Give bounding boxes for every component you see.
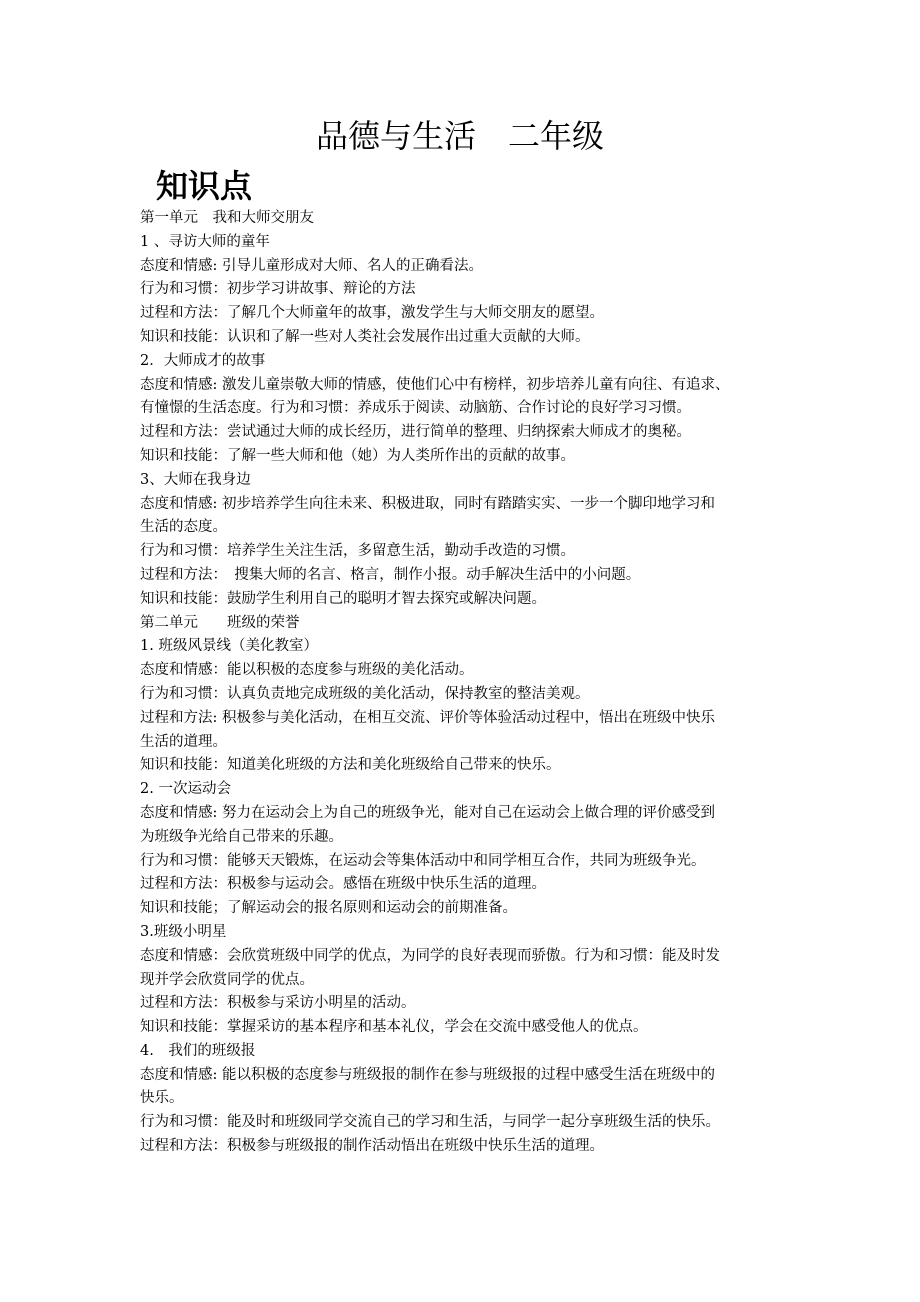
document-subtitle: 知识点 [156, 167, 253, 205]
text-line: 过程和方法：积极参与班级报的制作活动悟出在班级中快乐生活的道理。 [140, 1138, 604, 1155]
document-body [140, 207, 790, 1159]
text-line: 知识和技能：掌握采访的基本程序和基本礼仪，学会在交流中感受他人的优点。 [140, 1019, 648, 1036]
text-line: 第一单元 我和大师交朋友 [140, 210, 314, 226]
text-line: 过程和方法：积极参与运动会。感悟在班级中快乐生活的道理。 [140, 876, 546, 893]
text-line: 态度和情感: 激发儿童崇敬大师的情感，使他们心中有榜样，初步培养儿童有向往、有追求、 [140, 376, 730, 393]
text-line: 态度和情感: 初步培养学生向往未来、积极进取，同时有踏踏实实、一步一个脚印地学习和 [140, 495, 715, 512]
text-line: 态度和情感: 努力在运动会上为自己的班级争光，能对自己在运动会上做合理的评价感受到 [140, 804, 715, 821]
text-line: 第二单元 班级的荣誉 [140, 614, 300, 631]
text-line: 知识和技能：认识和了解一些对人类社会发展作出过重大贡献的大师。 [140, 328, 590, 345]
text-line: 有憧憬的生活态度。行为和习惯：养成乐于阅读、动脑筋、合作讨论的良好学习习惯。 [140, 400, 691, 417]
text-line: 行为和习惯：认真负责地完成班级的美化活动，保持教室的整洁美观。 [140, 685, 590, 702]
text-line: 2. 一次运动会 [140, 781, 231, 798]
text-line: 态度和情感：能以积极的态度参与班级的美化活动。 [140, 662, 474, 679]
text-line: 3.班级小明星 [140, 923, 227, 940]
text-line: 行为和习惯：能及时和班级同学交流自己的学习和生活，与同学一起分享班级生活的快乐。 [140, 1114, 720, 1131]
text-line: 生活的道理。 [140, 733, 227, 750]
text-line: 生活的态度。 [140, 519, 227, 536]
text-line: 态度和情感：会欣赏班级中同学的优点，为同学的良好表现而骄傲。行为和习惯：能及时发 [140, 947, 720, 964]
text-line: 知识和技能：知道美化班级的方法和美化班级给自己带来的快乐。 [140, 757, 561, 774]
text-line: 态度和情感: 能以积极的态度参与班级报的制作在参与班级报的过程中感受生活在班级中的 [140, 1066, 715, 1083]
text-line: 过程和方法：积极参与采访小明星的活动。 [140, 995, 416, 1012]
text-line: 态度和情感: 引导儿童形成对大师、名人的正确看法。 [140, 257, 483, 274]
text-line: 知识和技能：鼓励学生利用自己的聪明才智去探究或解决问题。 [140, 590, 546, 607]
text-line: 知识和技能；了解运动会的报名原则和运动会的前期准备。 [140, 900, 517, 917]
text-line: 过程和方法：尝试通过大师的成长经历，进行简单的整理、归纳探索大师成才的奥秘。 [140, 424, 691, 441]
text-line: 快乐。 [140, 1090, 184, 1107]
text-line: 3、大师在我身边 [140, 471, 251, 488]
text-line: 行为和习惯：培养学生关注生活，多留意生活，勤动手改造的习惯。 [140, 543, 575, 560]
text-line: 过程和方法: 积极参与美化活动，在相互交流、评价等体验活动过程中，悟出在班级中快乐 [140, 709, 715, 726]
document-title: 品德与生活 二年级 [315, 117, 604, 155]
text-line: 1 、寻访大师的童年 [140, 233, 270, 250]
text-line: 行为和习惯：能够天天锻炼，在运动会等集体活动中和同学相互合作，共同为班级争光。 [140, 852, 706, 869]
text-line: 行为和习惯：初步学习讲故事、辩论的方法 [140, 281, 416, 298]
text-line: 现并学会欣赏同学的优点。 [140, 971, 314, 988]
text-line: 知识和技能：了解一些大师和他（她）为人类所作出的贡献的故事。 [140, 447, 575, 464]
text-line: 为班级争光给自己带来的乐趣。 [140, 828, 343, 845]
text-line: 4. 我们的班级报 [140, 1042, 256, 1059]
text-line: 1. 班级风景线（美化教室） [140, 638, 318, 655]
text-line: 2．大师成才的故事 [140, 352, 266, 369]
text-line: 过程和方法：了解几个大师童年的故事，激发学生与大师交朋友的愿望。 [140, 305, 604, 322]
text-line: 过程和方法： 搜集大师的名言、格言，制作小报。动手解决生活中的小问题。 [140, 566, 641, 583]
